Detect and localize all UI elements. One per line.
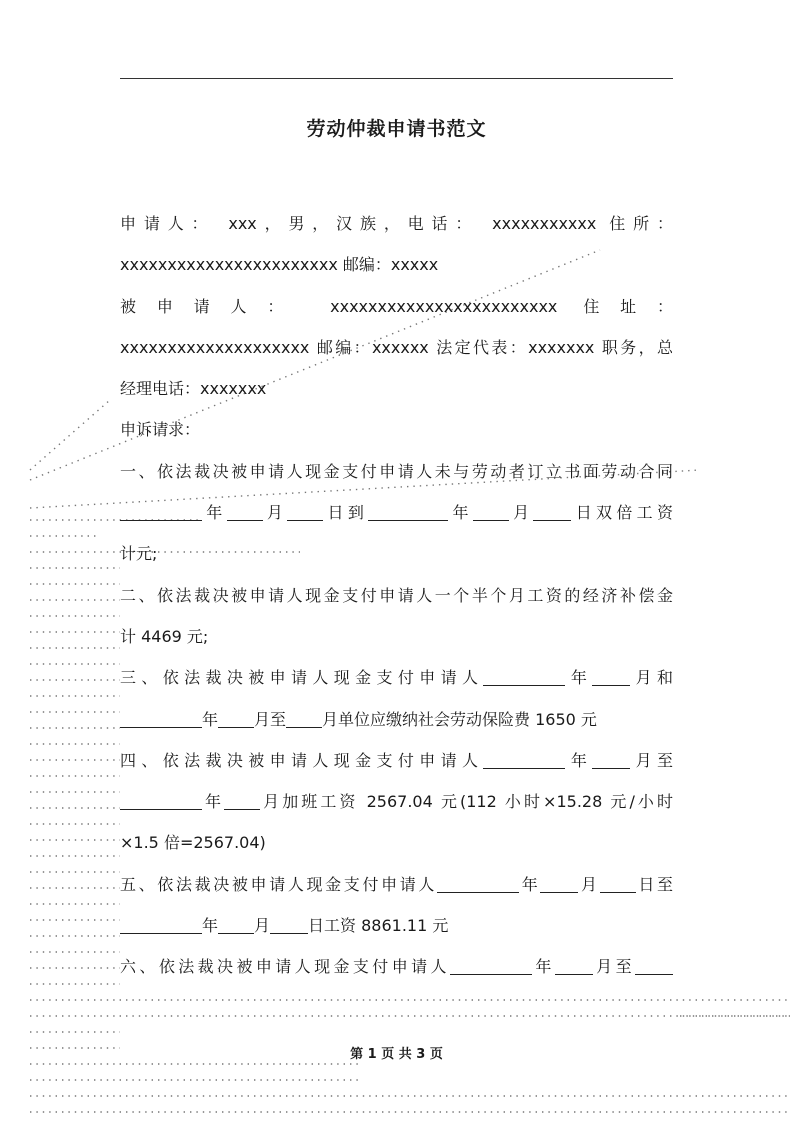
blank-field: [473, 504, 509, 521]
claim-5-line-1: 五、依法裁决被申请人现金支付申请人 年 月 日至: [120, 874, 673, 894]
blank-field: [592, 752, 630, 769]
claim-1-line-1: 一、依法裁决被申请人现金支付申请人未与劳动者订立书面劳动合同: [120, 461, 673, 481]
blank-field: [368, 504, 448, 521]
blank-field: [120, 793, 202, 810]
blank-field: [483, 669, 565, 686]
blank-field: [635, 958, 673, 975]
blank-field: [600, 876, 636, 893]
respondent-line-1: 被申请人： xxxxxxxxxxxxxxxxxxxxxxxx 住址：: [120, 296, 673, 316]
blank-field: [120, 711, 202, 728]
document-title: 劳动仲裁申请书范文: [306, 118, 487, 140]
claim-3-line-2: 年 月至 月单位应缴纳社会劳动保险费 1650 元: [120, 699, 673, 740]
respondent-line-3: 经理电话：xxxxxxx: [120, 379, 267, 399]
blank-field: [437, 876, 519, 893]
blank-field: [540, 876, 578, 893]
blank-field: [450, 958, 532, 975]
claim-1-line-3: 计元;: [120, 544, 158, 564]
blank-field: [224, 793, 260, 810]
claim-4-line-2: 年 月加班工资 2567.04 元(112 小时×15.28 元/小时: [120, 781, 673, 822]
claim-6-line-1: 六、依法裁决被申请人现金支付申请人 年 月至: [120, 946, 673, 987]
blank-field: [483, 752, 565, 769]
claim-5-line-2: 年 月 日工资 8861.11 元: [120, 905, 673, 946]
blank-field: [120, 917, 202, 934]
blank-field: [592, 669, 630, 686]
claim-3-line-1: 三、依法裁决被申请人现金支付申请人 年 月和: [120, 668, 673, 688]
claim-4-line-1: 四、依法裁决被申请人现金支付申请人 年 月至: [120, 750, 673, 770]
header-rule: [120, 78, 673, 79]
claims-heading: 申诉请求：: [120, 420, 201, 440]
blank-field: [270, 917, 308, 934]
document-body: [120, 203, 673, 988]
blank-field: [533, 504, 571, 521]
respondent-line-2: xxxxxxxxxxxxxxxxxxxx 邮编：xxxxxx 法定代表：xxxxxxx 职务，总: [120, 337, 673, 357]
blank-field: [286, 711, 322, 728]
claim-2-line-1: 二、依法裁决被申请人现金支付申请人一个半个月工资的经济补偿金: [120, 585, 673, 605]
blank-field: [555, 958, 593, 975]
blank-field: [120, 504, 202, 521]
claim-4-line-3: ×1.5 倍=2567.04): [120, 833, 266, 853]
applicant-line-2: xxxxxxxxxxxxxxxxxxxxxxx 邮编：xxxxx: [120, 255, 439, 275]
page-footer: 第 1 页 共 3 页: [350, 1047, 443, 1062]
blank-field: [227, 504, 263, 521]
applicant-line-1: 申请人： xxx，男，汉族，电话： xxxxxxxxxxx 住所：: [120, 214, 673, 233]
blank-field: [218, 917, 254, 934]
claim-2-line-2: 计 4469 元;: [120, 626, 209, 646]
claim-1-line-2: 年 月 日到 年 月 日双倍工资: [120, 492, 673, 533]
blank-field: [218, 711, 254, 728]
blank-field: [287, 504, 323, 521]
